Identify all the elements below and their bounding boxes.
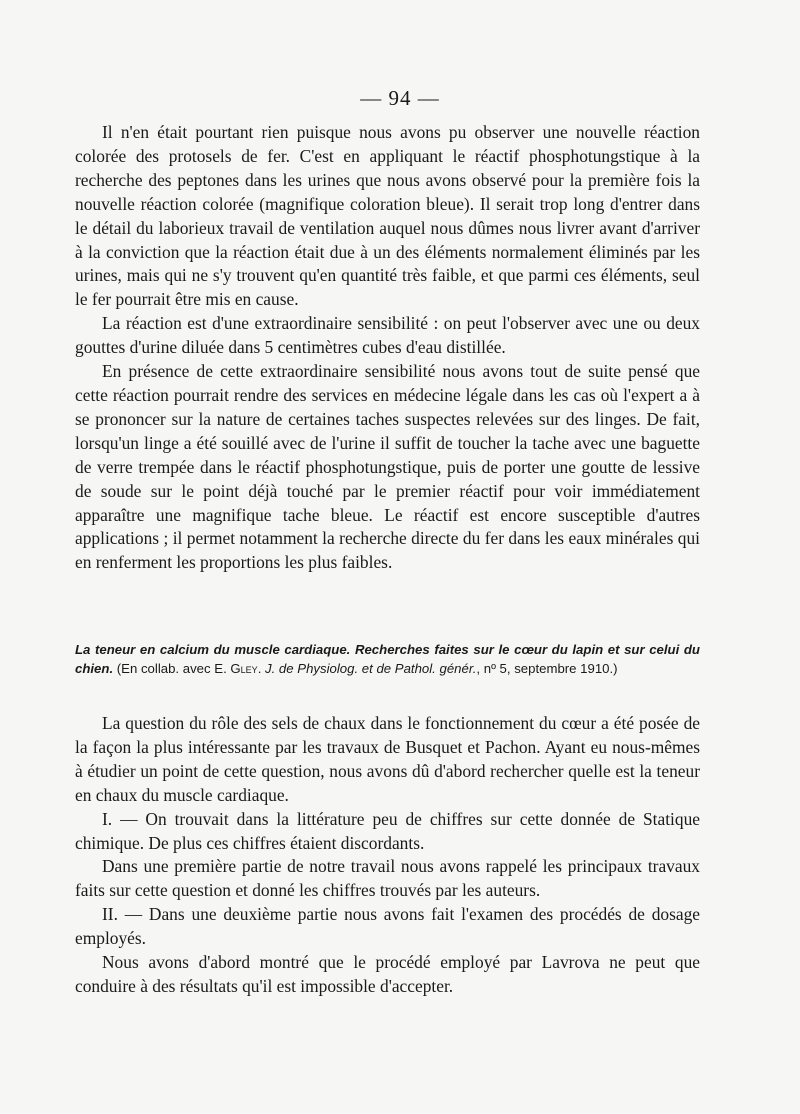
citation-author: Gley xyxy=(230,661,258,676)
body-text-section-2 xyxy=(75,712,700,999)
bibliographic-citation xyxy=(75,640,700,678)
paragraph: II. — Dans une deuxième partie nous avons fait l'examen des procédés de dosage employés. xyxy=(75,904,700,949)
paragraph: Dans une première partie de notre travail nous avons rappelé les principaux travaux faits sur cette question et donné les chiffres trouvés par les auteurs. xyxy=(75,856,700,901)
citation-issue: , nº 5, septembre 1910.) xyxy=(476,661,618,676)
citation-details: (En collab. avec E. Gley. J. de Physiolog. et de Pathol. génér., nº 5, septembre 1910.) xyxy=(116,661,618,676)
citation-collab: (En collab. avec E. xyxy=(116,661,227,676)
paragraph: I. — On trouvait dans la littérature peu de chiffres sur cette donnée de Statique chimique. De plus ces chiffres étaient discordants. xyxy=(75,808,700,853)
paragraph: Nous avons d'abord montré que le procédé employé par Lavrova ne peut que conduire à des résultats qu'il est impossible d'accepter. xyxy=(75,952,700,996)
paragraph: Il n'en était pourtant rien puisque nous avons pu observer une nouvelle réaction colorée des protosels de fer. C'est en appliquant le réactif phosphotungstique à la recherche des peptones dans les urines que nous avons observé pour la première fois la nouvelle réaction colorée (magnifique coloration bleue). Il serait trop long d'entrer dans le détail du laborieux travail de ventilation auquel nous dûmes nous livrer avant d'arriver à la conviction que la réaction était due à un des éléments normalement éliminés par les urines, mais qui ne s'y trouvent qu'en quantité très faible, et que parmi ces éléments, seul le fer pourrait être mis en cause. xyxy=(75,122,700,310)
paragraph: La réaction est d'une extraordinaire sensibilité : on peut l'observer avec une ou deux gouttes d'urine diluée dans 5 centimètres cubes d'eau distillée. xyxy=(75,313,700,358)
citation-title: La teneur en calcium du muscle cardiaque. Recherches faites sur le cœur du lapin et sur celui du chien. xyxy=(75,642,700,676)
paragraph: La question du rôle des sels de chaux dans le fonctionnement du cœur a été posée de la façon la plus intéressante par les travaux de Busquet et Pachon. Ayant eu nous-mêmes à étudier un point de cette question, nous avons dû d'abord rechercher quelle est la teneur en chaux du muscle cardiaque. xyxy=(75,713,700,805)
body-text-section-1 xyxy=(75,121,700,575)
paragraph: En présence de cette extraordinaire sensibilité nous avons tout de suite pensé que cette réaction pourrait rendre des services en médecine légale dans les cas où l'expert a à se prononcer sur la nature de certaines taches suspectes relevées sur des linges. De fait, lorsqu'un linge a été souillé avec de l'urine il suffit de toucher la tache avec une baguette de verre trempée dans le réactif phosphotungstique, puis de porter une goutte de lessive de soude sur le point déjà touché par le premier réactif pour voir immédiatement apparaître une magnifique tache bleue. Le réactif est encore susceptible d'autres applications ; il permet notamment la recherche directe du fer dans les eaux minérales qui en renferment les proportions les plus faibles. xyxy=(75,361,700,573)
page-number: — 94 — xyxy=(360,86,440,110)
citation-journal: J. de Physiolog. et de Pathol. génér. xyxy=(265,661,477,676)
